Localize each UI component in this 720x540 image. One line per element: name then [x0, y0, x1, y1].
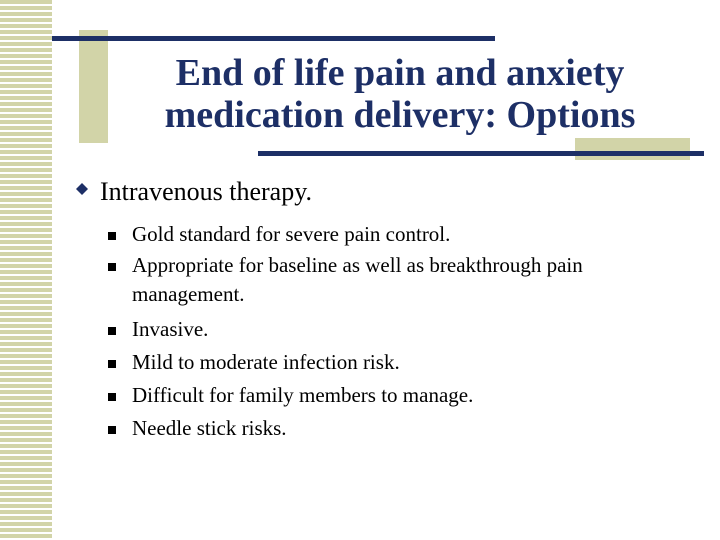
bullet-text: Intravenous therapy. [100, 177, 313, 206]
sub-bullet-item [108, 313, 692, 346]
sub-bullet-text: Needle stick risks. [132, 416, 287, 440]
sub-bullet-list [72, 218, 692, 445]
square-bullet-icon [108, 263, 116, 271]
diamond-bullet-icon [76, 183, 88, 195]
square-bullet-icon [108, 426, 116, 434]
sub-bullet-text: Invasive. [132, 317, 209, 341]
sub-bullet-text: Mild to moderate infection risk. [132, 350, 400, 374]
sub-bullet-item [108, 218, 692, 251]
sub-bullet-item [108, 379, 692, 412]
bullet-item [72, 176, 692, 208]
sub-bullet-item [108, 412, 692, 445]
decorative-stripe-bar [0, 0, 52, 540]
square-bullet-icon [108, 327, 116, 335]
sub-bullet-text: Difficult for family members to manage. [132, 383, 474, 407]
sub-bullet-item [108, 251, 692, 309]
sub-bullet-item [108, 346, 692, 379]
slide-title [120, 52, 680, 136]
slide-body [72, 176, 692, 445]
sub-bullet-text: Gold standard for severe pain control. [132, 222, 451, 246]
square-bullet-icon [108, 393, 116, 401]
slide-title-line-2: medication delivery: Options [164, 94, 636, 136]
decorative-title-block [79, 30, 108, 143]
square-bullet-icon [108, 232, 116, 240]
square-bullet-icon [108, 360, 116, 368]
sub-bullet-text: Appropriate for baseline as well as breakthrough pain management. [132, 253, 583, 306]
slide-title-line-1: End of life pain and anxiety [175, 52, 625, 94]
decorative-accent-block [575, 138, 690, 160]
title-rule-bottom [258, 151, 704, 156]
title-rule-top [52, 36, 495, 41]
